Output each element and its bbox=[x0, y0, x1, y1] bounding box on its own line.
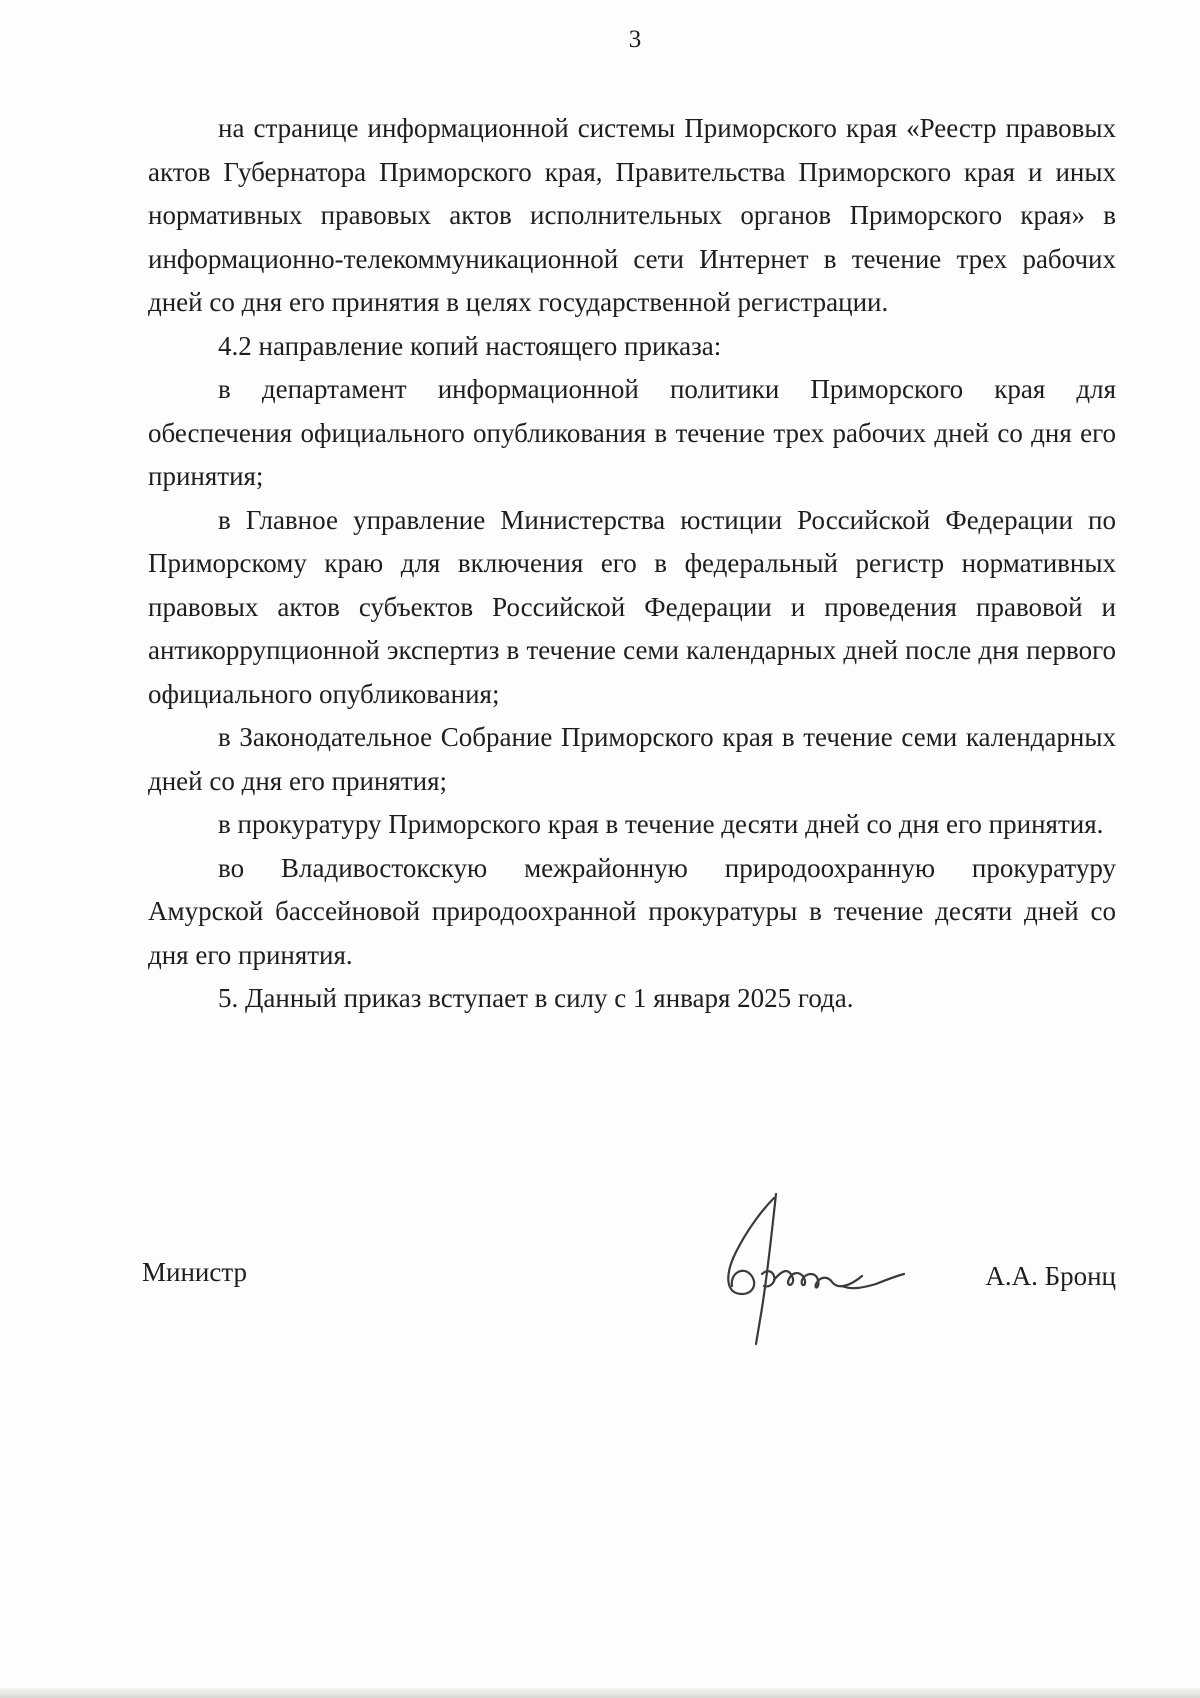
scan-edge bbox=[0, 1688, 1200, 1698]
paragraph-environmental-prosecutor: во Владивостокскую межрайонную природоохранную прокуратуру Амурской бассейновой природоохранной прокуратуры в течение десяти дней со дня его принятия. bbox=[148, 852, 1116, 970]
paragraph-legislative-assembly: в Законодательное Собрание Приморского края в течение семи календарных дней со дня его принятия; bbox=[148, 722, 1116, 796]
paragraph-registry-publication: на странице информационной системы Приморского края «Реестр правовых актов Губернатора Приморского края, Правительства Приморского края и иных нормативных правовых актов исполнительных органов Приморского края» в информационно-телекоммуникационной сети Интернет в течение трех рабочих дней со дня его принятия в целях государственной регистрации. bbox=[148, 113, 1116, 317]
signer-title: Министр bbox=[142, 1257, 247, 1287]
signature-block bbox=[142, 1190, 1116, 1350]
handwritten-signature bbox=[692, 1190, 922, 1355]
paragraph-info-policy-dept: в департамент информационной политики Приморского края для обеспечения официального опубликования в течение трех рабочих дней со дня его принятия; bbox=[148, 374, 1116, 491]
paragraph-effective-date: 5. Данный приказ вступает в силу с 1 января 2025 года. bbox=[218, 983, 854, 1013]
page-number: 3 bbox=[628, 26, 642, 53]
signer-name: А.А. Бронц bbox=[985, 1261, 1116, 1291]
paragraph-justice-ministry: в Главное управление Министерства юстиции Российской Федерации по Приморскому краю для включения его в федеральный регистр нормативных правовых актов субъектов Российской Федерации и проведения правовой и антикоррупционной экспертиз в течение семи календарных дней после дня первого официального опубликования; bbox=[148, 504, 1116, 709]
document-body bbox=[148, 107, 1116, 1021]
paragraph-copies-heading: 4.2 направление копий настоящего приказа: bbox=[218, 330, 722, 361]
paragraph-prosecutor-office: в прокуратуру Приморского края в течение десяти дней со дня его принятия. bbox=[218, 809, 1104, 839]
